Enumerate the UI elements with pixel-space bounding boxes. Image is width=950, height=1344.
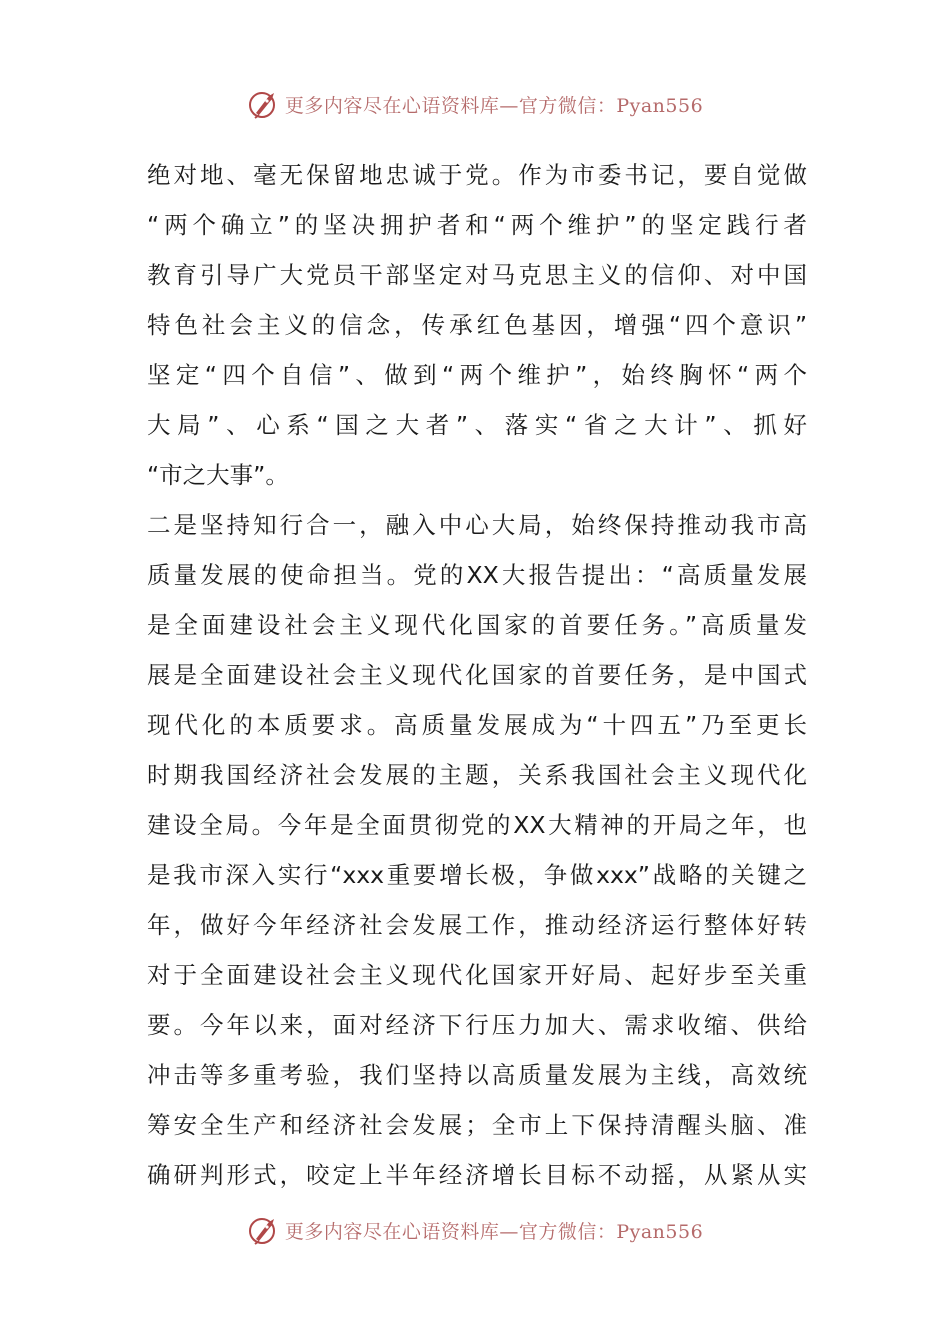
text-line: 对于全面建设社会主义现代化国家开好局、起好步至关重 (147, 961, 807, 989)
text-line: “市之大事”。 (147, 461, 289, 489)
text-line: 大局”、心系“国之大者”、落实“省之大计”、抓好 (147, 411, 807, 439)
text-line: 时期我国经济社会发展的主题，关系我国社会主义现代化 (147, 761, 807, 789)
text-line: 展是全面建设社会主义现代化国家的首要任务，是中国式 (147, 661, 807, 689)
document-body (147, 150, 807, 1200)
text-line: 特色社会主义的信念，传承红色基因，增强“四个意识” (147, 311, 807, 339)
watermark-text: 更多内容尽在心语资料库—官方微信：Pyan556 (284, 1220, 704, 1243)
text-line: “两个确立”的坚决拥护者和“两个维护”的坚定践行者 (147, 211, 807, 239)
text-line: 绝对地、毫无保留地忠诚于党。作为市委书记，要自觉做 (147, 161, 807, 189)
text-line: 是我市深入实行“xxx重要增长极，争做xxx”战略的关键之 (147, 861, 807, 889)
text-line: 质量发展的使命担当。党的XX大报告提出：“高质量发展 (147, 561, 807, 589)
text-line: 是全面建设社会主义现代化国家的首要任务。”高质量发 (147, 611, 807, 639)
text-line: 要。今年以来，面对经济下行压力加大、需求收缩、供给 (147, 1011, 807, 1039)
text-line: 教育引导广大党员干部坚定对马克思主义的信仰、对中国 (147, 261, 807, 289)
header-watermark (0, 84, 950, 124)
watermark-text: 更多内容尽在心语资料库—官方微信：Pyan556 (284, 94, 704, 117)
footer-watermark (0, 1210, 950, 1250)
text-line: 建设全局。今年是全面贯彻党的XX大精神的开局之年，也 (147, 811, 807, 839)
text-line: 冲击等多重考验，我们坚持以高质量发展为主线，高效统 (147, 1061, 807, 1089)
text-line: 坚定“四个自信”、做到“两个维护”，始终胸怀“两个 (147, 361, 807, 389)
text-line: 确研判形式，咬定上半年经济增长目标不动摇，从紧从实 (147, 1161, 807, 1189)
text-line: 现代化的本质要求。高质量发展成为“十四五”乃至更长 (147, 711, 807, 739)
text-line: 筹安全生产和经济社会发展；全市上下保持清醒头脑、准 (147, 1111, 807, 1139)
text-line: 二是坚持知行合一，融入中心大局，始终保持推动我市高 (147, 511, 807, 539)
pen-nib-logo-icon (247, 87, 281, 121)
pen-nib-logo-icon (247, 1213, 281, 1247)
text-line: 年，做好今年经济社会发展工作，推动经济运行整体好转 (147, 911, 807, 939)
